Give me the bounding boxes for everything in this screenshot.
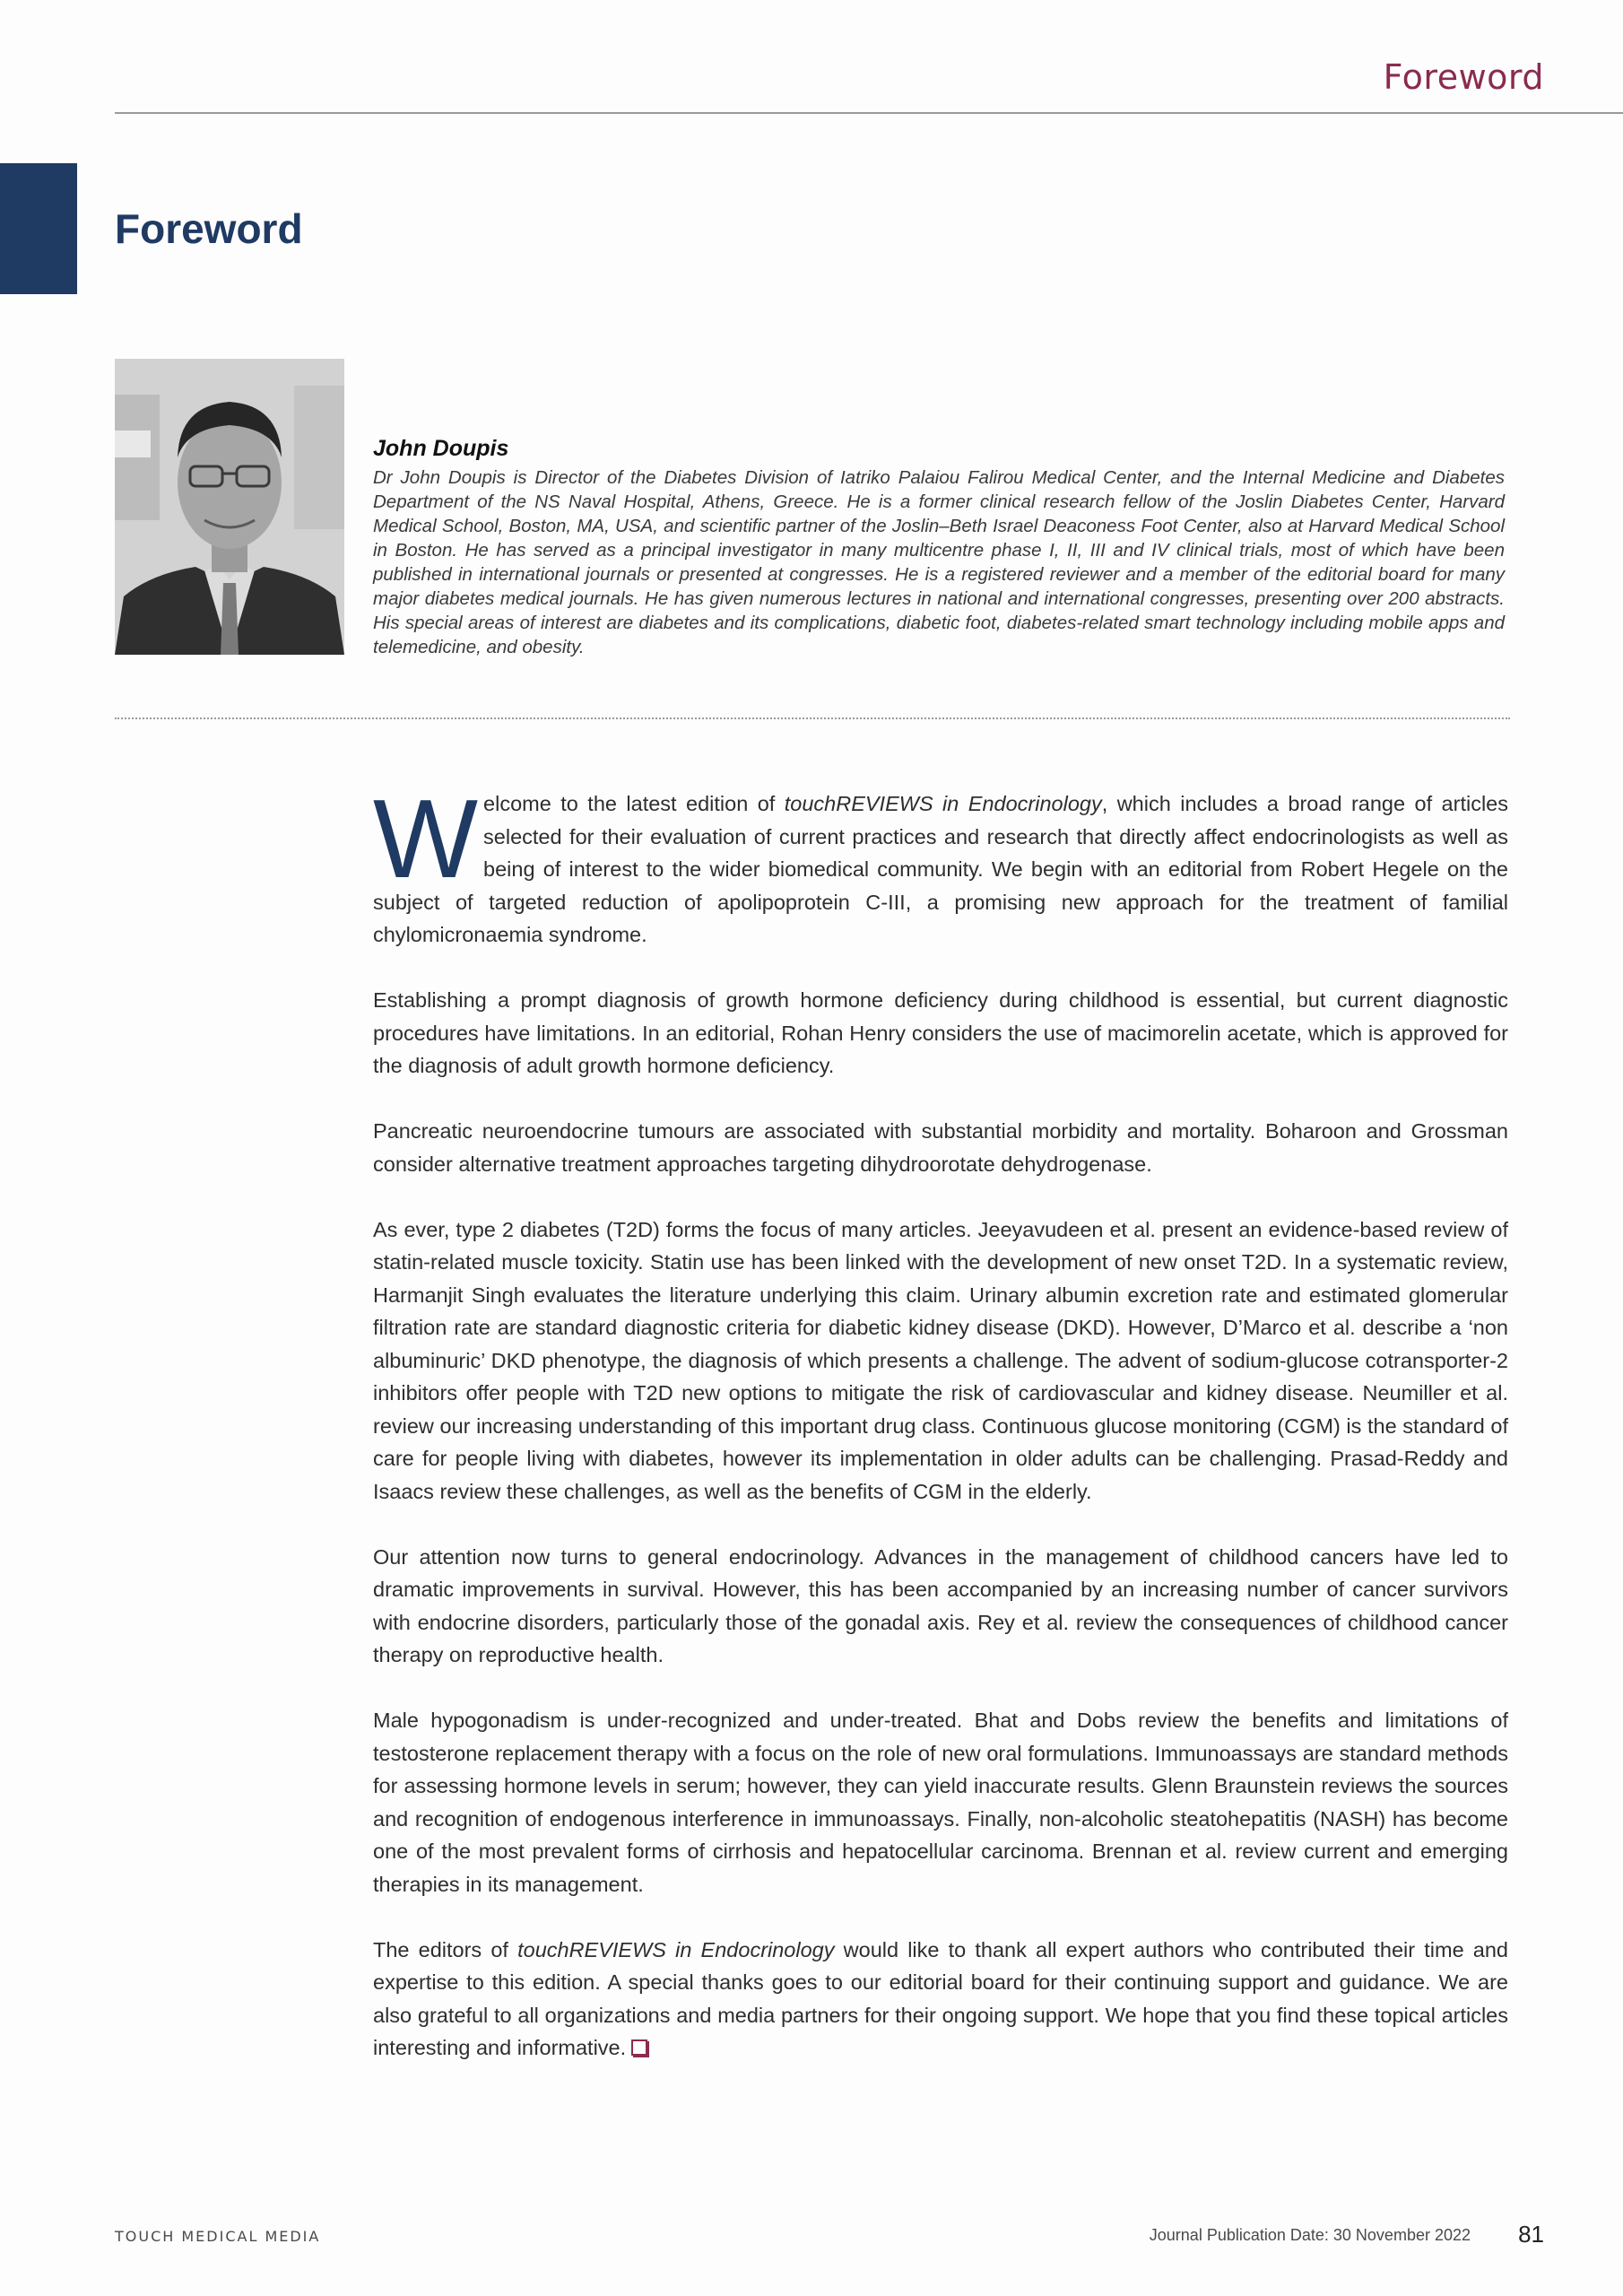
- closing-text-start: The editors of: [373, 1937, 518, 1961]
- paragraph-general-endocrinology: Our attention now turns to general endocrinology. Advances in the management of childhood cancers have led to dramatic improvements in survival. However, this has been accompanied by an increasing number of cancer survivors with endocrine disorders, particularly those of the gonadal axis. Rey et al. review the consequences of childhood cancer therapy on reproductive health.: [373, 1544, 1508, 1666]
- closing-text-rest: would like to thank all expert authors who contributed their time and expertise to this edition. A special thanks goes to our editorial board for their continuing support and guidance. We are also grateful to all organizations and media partners for their ongoing support. We hope that you find these topical articles interesting and informative.: [373, 1937, 1508, 2059]
- intro-text-rest: , which includes a broad range of articles selected for their evaluation of current practices and research that directly affect endocrinologists as well as being of interest to the wider biomedical community. We begin with an editorial from Robert Hegele on the subject of targeted reduction of apolipoprotein C-III, a promising new approach for the treatment of familial chylomicronaemia syndrome.: [373, 792, 1508, 946]
- author-bio: [373, 436, 1505, 659]
- journal-name: touchREVIEWS in Endocrinology: [784, 792, 1102, 815]
- running-header-title: Foreword: [1383, 57, 1544, 97]
- paragraph-hypogonadism: Male hypogonadism is under-recognized and under-treated. Bhat and Dobs review the benefits and limitations of testosterone replacement therapy with a focus on the role of new oral formulations. Immunoassays are standard methods for assessing hormone levels in serum; however, they can yield inaccurate results. Glenn Braunstein reviews the sources and recognition of endogenous interference in immunoassays. Finally, non-alcoholic steatohepatitis (NASH) has become one of the most prevalent forms of cirrhosis and hepatocellular carcinoma. Brennan et al. review current and emerging therapies in its management.: [373, 1709, 1508, 1896]
- paragraph-growth-hormone: Establishing a prompt diagnosis of growth hormone deficiency during childhood is essential, but current diagnostic procedures have limitations. In an editorial, Rohan Henry considers the use of macimorelin acetate, which is approved for the diagnosis of adult growth hormone deficiency.: [373, 988, 1508, 1077]
- intro-text-start: elcome to the latest edition of: [483, 792, 785, 815]
- end-of-article-icon: [631, 2039, 647, 2056]
- foreword-body: [373, 778, 1508, 2097]
- page-title: Foreword: [115, 205, 303, 252]
- section-divider: [115, 718, 1510, 719]
- author-bio-text: Dr John Doupis is Director of the Diabetes Division of Iatriko Palaiou Falirou Medical Center, and the Internal Medicine and Diabetes Department of the NS Naval Hospital, Athens, Greece. He is a former clinical research fellow of the Joslin Diabetes Center, Harvard Medical School, Boston, MA, USA, and scientific partner of the Joslin–Beth Israel Deaconess Foot Center, also at Harvard Medical School in Boston. He has served as a principal investigator in many multicentre phase I, II, III and IV clinical trials, most of which have been published in international journals or presented at congresses. He is a registered reviewer and a member of the editorial board for many major diabetes medical journals. He has given numerous lectures in national and international congresses, presenting over 200 abstracts. His special areas of interest are diabetes and its complications, diabetic foot, diabetes-related smart technology including mobile apps and telemedicine, and obesity.: [373, 467, 1505, 657]
- header-divider: [115, 112, 1623, 114]
- paragraph-type-2-diabetes: As ever, type 2 diabetes (T2D) forms the focus of many articles. Jeeyavudeen et al. present an evidence-based review of statin-related muscle toxicity. Statin use has been linked with the development of new onset T2D. In a systematic review, Harmanjit Singh evaluates the literature underlying this claim. Urinary albumin excretion rate and estimated glomerular filtration rate are standard diagnostic criteria for diabetic kidney disease (DKD). However, D’Marco et al. describe a ‘non albuminuric’ DKD phenotype, the diagnosis of which presents a challenge. The advent of sodium-glucose cotransporter-2 inhibitors offer people with T2D new options to mitigate the risk of cardiovascular and kidney disease. Neumiller et al. review our increasing understanding of this important drug class. Continuous glucose monitoring (CGM) is the standard of care for people living with diabetes, however its implementation in older adults can be challenging. Prasad-Reddy and Isaacs review these challenges, as well as the benefits of CGM in the elderly.: [373, 1217, 1508, 1503]
- author-name: John Doupis: [373, 436, 509, 461]
- footer-publisher: TOUCH MEDICAL MEDIA: [115, 2228, 321, 2245]
- section-tab-marker: [0, 163, 77, 294]
- paragraph-neuroendocrine: Pancreatic neuroendocrine tumours are associated with substantial morbidity and mortality. Boharoon and Grossman consider alternative treatment approaches targeting dihydroorotate dehydrogenase.: [373, 1119, 1508, 1176]
- paragraph-intro: [373, 778, 1508, 952]
- paragraph-closing: [373, 1934, 1508, 2065]
- drop-cap: W: [373, 778, 479, 901]
- page-number: 81: [1518, 2221, 1544, 2248]
- author-portrait: [115, 359, 344, 655]
- footer-publication-date: Journal Publication Date: 30 November 2022: [1149, 2226, 1471, 2244]
- journal-name: touchREVIEWS in Endocrinology: [517, 1937, 835, 1961]
